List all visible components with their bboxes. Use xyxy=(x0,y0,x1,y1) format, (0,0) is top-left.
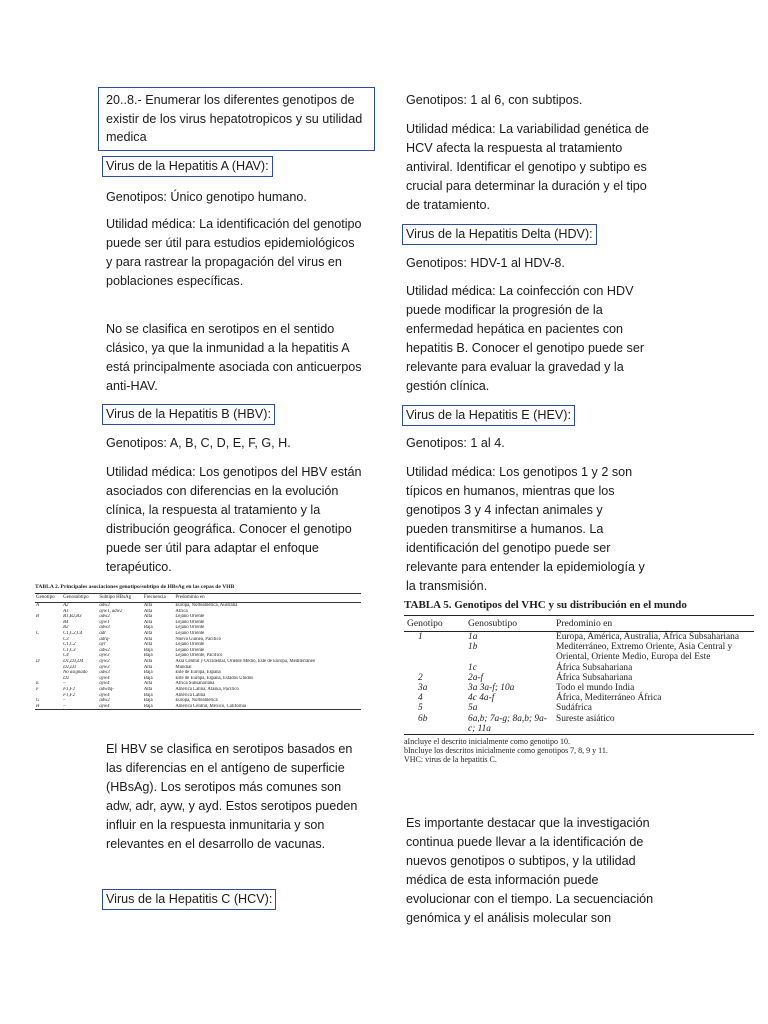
table2-cell: Lejano Oriente xyxy=(175,614,205,620)
table2-cell: C1,C3 xyxy=(63,647,76,653)
table2-cell: Alta xyxy=(143,619,153,625)
hav-serotypes: No se clasifica en serotipos en el sentido clásico, ya que la inmunidad a la hepatitis A está principalmente asociada con anticuerpos anti-HAV. xyxy=(106,322,362,393)
table2-header-cell: Predominio en xyxy=(174,594,361,603)
table5-cell: 5a xyxy=(468,703,478,714)
table2-cell: B xyxy=(36,614,39,620)
table2-cell: Alta xyxy=(143,608,153,614)
table2-cell: Alta xyxy=(143,636,153,642)
table5-cell: 4c 4a-f xyxy=(468,693,495,704)
table5-cell xyxy=(404,642,465,662)
table2-cell: F1,F2 xyxy=(63,692,75,698)
table-row xyxy=(404,693,754,703)
table2-header-cell: Genosubtipo xyxy=(62,594,98,603)
table5-cell: 1a xyxy=(468,632,478,642)
hev-genotypes: Genotipos: 1 al 4. xyxy=(406,436,505,450)
question-text: 20..8.- Enumerar los diferentes genotipos de existir de los virus hepatotropicos y su utilidad medica xyxy=(106,93,363,144)
table2-cell: A2 xyxy=(63,603,69,608)
table2-cell: Baja xyxy=(143,704,174,710)
table5-note: VHC: virus de la hepatitis C. xyxy=(404,755,497,765)
hav-utility: Utilidad médica: La identificación del genotipo puede ser útil para estudios epidemiológicos y para rastrear la propagación del virus en poblaciones específicas. xyxy=(106,217,362,288)
table2-cell: ayw3 xyxy=(99,664,110,670)
hev-title: Virus de la Hepatitis E (HEV): xyxy=(402,405,575,426)
table2-cell: adrq- xyxy=(99,636,110,642)
table2-cell: G xyxy=(36,698,40,704)
table2-cell: Alta xyxy=(143,614,153,620)
table2-cell: ayw3 xyxy=(99,653,110,659)
table2-cell: A xyxy=(36,603,39,608)
table2-cell: D2,D3 xyxy=(63,664,77,670)
table2-cell: Lejano Oriente xyxy=(175,619,205,625)
table2-cell: C1,C2,C4 xyxy=(63,630,83,636)
table2-cell: América Latina, Alaska, Pacífico xyxy=(175,686,239,692)
table2-cell: C1,C2 xyxy=(63,642,76,648)
table2-cell: ayw4 xyxy=(99,675,110,681)
table5-cell: 2 xyxy=(418,672,423,683)
table2-cell: Europa, Norteamérica xyxy=(175,698,218,704)
table2-cell: Nueva Guinea, Pacífico xyxy=(175,636,222,642)
table2-header-cell: Genotipo xyxy=(35,594,62,603)
table-row xyxy=(404,673,754,683)
table2-cell: H xyxy=(35,704,62,710)
table2-cell: Alta xyxy=(143,681,153,687)
table2-cell: Alta xyxy=(143,642,153,648)
table2-cell: Baja xyxy=(143,692,153,698)
table2-cell: Europa, Norteamérica, Australia xyxy=(175,603,238,608)
table2-cell: E xyxy=(36,681,39,687)
table5-cell: Sudáfrica xyxy=(556,703,592,714)
table2-cell: adw2 xyxy=(99,614,110,620)
table2-cell: Baja xyxy=(143,625,153,631)
table2-cell: ayw1, adw2 xyxy=(99,608,123,614)
table5-header-cell: Predominio en xyxy=(553,616,754,632)
table5-cell: Europa, América, Australia, África Subsahariana xyxy=(556,632,740,642)
table2-cell: Baja xyxy=(143,647,153,653)
table2-cell: F xyxy=(36,686,39,692)
table5-cell: 3a 3a-f; 10a xyxy=(468,683,515,694)
table5-caption: TABLA 5. Genotipos del VHC y su distribución en el mundo xyxy=(404,599,687,611)
hav-title: Virus de la Hepatitis A (HAV): xyxy=(102,156,273,177)
table2-cell: Lejano Oriente xyxy=(175,647,205,653)
table2-cell: ayw4 xyxy=(99,692,110,698)
hcv-genotypes: Genotipos: 1 al 6, con subtipos. xyxy=(406,93,583,107)
table2-cell: D1,D3,D4 xyxy=(63,658,84,664)
table2-cell: Alta xyxy=(143,664,153,670)
table5-cell: Todo el mundo India xyxy=(556,683,635,694)
table-row xyxy=(404,703,754,713)
table2-cell: Lejano Oriente xyxy=(175,630,205,636)
table5-cell: 1 xyxy=(418,632,423,642)
hdv-utility: Utilidad médica: La coinfección con HDV puede modificar la progresión de la enfermedad hepática en pacientes con hepatitis B. Conocer el genotipo puede ser relevante para evaluar la gravedad y la gestión clínica. xyxy=(406,284,645,393)
table2-header-cell: Frecuencia xyxy=(143,594,174,603)
table2-cell: Alta xyxy=(143,686,153,692)
table2-cell: Lejano Oriente, Pacífico xyxy=(175,653,223,659)
table-row xyxy=(404,632,754,643)
table5-cell: África Subsahariana xyxy=(556,672,633,683)
hev-utility: Utilidad médica: Los genotipos 1 y 2 son típicos en humanos, mientras que los genotipos 3 y 4 infectan animales y pueden transmitirse a humanos. La identificación del genotipo puede ser relevante para entender la epidemiología y la transmisión. xyxy=(406,465,645,593)
table5-cell: 4 xyxy=(418,693,423,704)
table2-cell: B4 xyxy=(63,619,69,625)
hbv-genotype-table xyxy=(35,584,361,710)
hbv-genotypes: Genotipos: A, B, C, D, E, F, G, H. xyxy=(106,436,291,450)
table2-cell: – xyxy=(62,704,98,710)
table2-cell: ayr xyxy=(99,642,106,648)
hdv-title: Virus de la Hepatitis Delta (HDV): xyxy=(402,224,597,245)
table2-cell: Alta xyxy=(143,658,153,664)
table5-cell: 2a-f xyxy=(468,672,484,683)
table2-caption: TABLA 2. Principales asociaciones genotipo/subtipo de HBsAg en las cepas de VHB xyxy=(35,584,235,590)
table5-cell: 1b xyxy=(468,642,478,653)
table-row xyxy=(404,714,754,735)
question-box xyxy=(98,87,375,151)
table2-cell: ayw2 xyxy=(99,658,110,664)
table2-cell: C4 xyxy=(63,653,69,659)
table2-cell: ayw4 xyxy=(98,704,142,710)
table2-cell: – xyxy=(63,681,66,687)
hcv-genotype-table xyxy=(404,599,754,764)
table5-cell: 6a,b; 7a-g; 8a,b; 9a-c; 11a xyxy=(465,714,553,735)
table2-cell: Este de Europa, España xyxy=(175,670,221,676)
table2-cell: A1 xyxy=(63,608,69,614)
table5-header-cell: Genosubtipo xyxy=(465,616,553,632)
table5-cell: Mediterráneo, Extremo Oriente, Asia Central y Oriental, Oriente Medio, Europa del Este xyxy=(556,642,733,663)
table2-cell: C xyxy=(36,630,40,636)
hbv-serotypes: El HBV se clasifica en serotipos basados en las diferencias en el antígeno de superficie (HBsAg). Los serotipos más comunes son adw, adr, ayw, y ayd. Estos serotipos pueden influir en la respuesta inmunitaria y son relevantes en el desarrollo de vacunas. xyxy=(106,742,358,851)
table2 xyxy=(35,593,361,710)
table2-cell: Lejano Oriente xyxy=(175,642,205,648)
table2-cell: Este de Europa, España, Estados Unidos xyxy=(175,675,253,681)
table2-cell: adr xyxy=(99,630,107,636)
table2-cell: B1,B2,B3 xyxy=(63,614,82,620)
table5-cell: 1c xyxy=(468,662,477,673)
table5-note: bIncluye los descritos inicialmente como genotipos 7, 8, 9 y 11. xyxy=(404,746,608,756)
hdv-genotypes: Genotipos: HDV-1 al HDV-8. xyxy=(406,256,565,270)
table5-notes xyxy=(404,737,754,764)
table-row xyxy=(404,663,754,673)
table5-cell: 3a xyxy=(418,683,428,694)
table2-cell: ayw1 xyxy=(99,619,110,625)
table2-cell: Mundial xyxy=(175,664,192,670)
table5-header-cell: Genotipo xyxy=(404,616,465,632)
table5-cell xyxy=(404,663,465,673)
hbv-utility: Utilidad médica: Los genotipos del HBV están asociados con diferencias en la evolución clínica, la respuesta al tratamiento y la distribución geográfica. Conocer el genotipo puede ser útil para adaptar el enfoque terapéutico. xyxy=(106,465,362,574)
table2-cell: Baja xyxy=(143,670,153,676)
table5-cell: África, Mediterráneo África xyxy=(556,693,662,704)
table-row xyxy=(404,683,754,693)
table2-cell: Lejano Oriente xyxy=(175,625,205,631)
table2-cell: adw2 xyxy=(99,698,110,704)
table2-cell: – xyxy=(63,698,66,704)
table2-cell: Asia Central y Occidental, Oriente Medio, Este de Europa, Mediterráneo xyxy=(175,658,316,664)
hcv-utility: Utilidad médica: La variabilidad genética de HCV afecta la respuesta al tratamiento antiviral. Identificar el genotipo y subtipo es crucial para determinar la duración y el tipo de tratamiento. xyxy=(406,122,649,212)
table5-cell: Sureste asiático xyxy=(553,714,754,735)
table-row xyxy=(404,642,754,662)
table2-cell: No asignado xyxy=(63,670,88,676)
table2-cell: adw2 xyxy=(99,647,110,653)
table2-cell: C3 xyxy=(63,636,69,642)
table2-cell: adw3 xyxy=(99,625,110,631)
table2-cell: África Subsahariana xyxy=(175,681,215,687)
table2-cell: D xyxy=(36,658,40,664)
table2-cell: América Central, México, California xyxy=(174,704,361,710)
conclusion-text: Es importante destacar que la investigación continua puede llevar a la identificación de nuevos genotipos o subtipos, y la utilidad médica de esta información puede evolucionar con el tiempo. La secuenciación genómica y el análisis molecular son xyxy=(406,816,654,925)
table5-cell: África Subsahariana xyxy=(556,662,633,673)
table2-cell: F1,F2 xyxy=(63,686,75,692)
table-row xyxy=(35,704,361,710)
table2-cell: ayw4 xyxy=(99,681,110,687)
table5-cell: 6b xyxy=(404,714,465,735)
table2-cell: Alta xyxy=(143,603,153,608)
table2-cell: D2 xyxy=(63,675,69,681)
table2-cell: Baja xyxy=(143,653,153,659)
table2-cell: Baja xyxy=(143,698,153,704)
table5 xyxy=(404,615,754,735)
table2-cell: B2 xyxy=(63,625,69,631)
table5-note: aIncluye el descrito inicialmente como genotipo 10. xyxy=(404,737,570,747)
hcv-title: Virus de la Hepatitis C (HCV): xyxy=(102,889,276,910)
table2-cell: Alta xyxy=(143,630,153,636)
table2-cell: América Latina xyxy=(175,692,206,698)
hbv-title: Virus de la Hepatitis B (HBV): xyxy=(102,404,275,425)
hav-genotypes: Genotipos: Único genotipo humano. xyxy=(106,190,307,204)
table2-cell: adw2 xyxy=(99,603,110,608)
table2-cell: adw4q- xyxy=(99,686,114,692)
table2-cell: Baja xyxy=(143,675,153,681)
table2-cell: adw3 xyxy=(99,670,110,676)
table2-header-cell: Subtipo HBsAg xyxy=(98,594,142,603)
table2-cell: África xyxy=(175,608,188,614)
table5-cell: 5 xyxy=(418,703,423,714)
